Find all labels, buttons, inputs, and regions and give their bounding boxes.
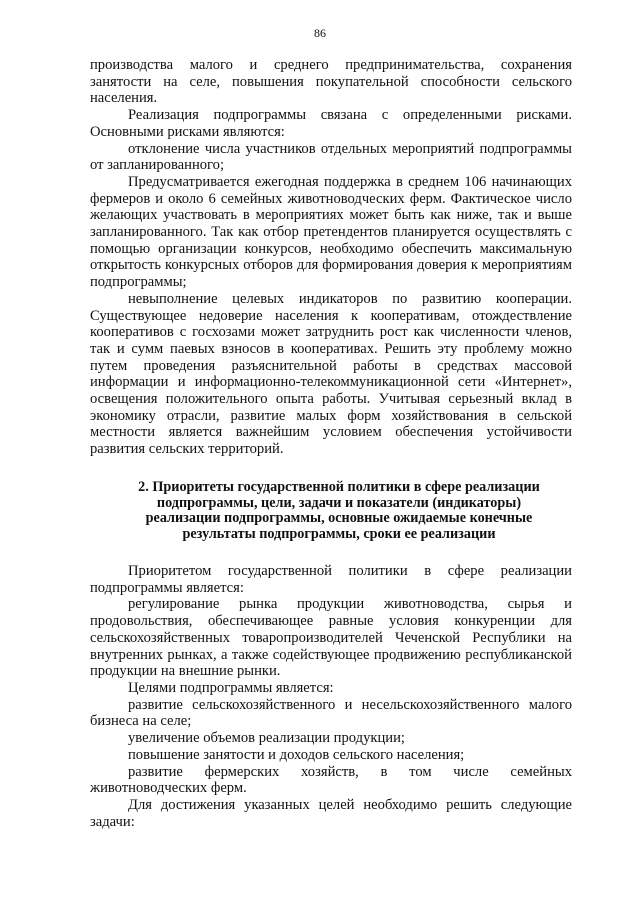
paragraph: Реализация подпрограммы связана с определенными рисками. Основными рисками являются:	[90, 107, 572, 140]
paragraph: развитие фермерских хозяйств, в том числе семейных животноводческих ферм.	[90, 763, 572, 797]
paragraph: невыполнение целевых индикаторов по развитию кооперации. Существующее недоверие населения к кооперативам, отождествление кооперативов с госхозами может затруднить рост как численности членов, так и сумм паевых взносов в кооперативах. Решить эту проблему можно путем проведения разъяснительной работы в средствах массовой информации и информационно-телекоммуникационной сети «Интернет», освещения положительного опыта работы. Учитывая серьезный вклад в экономику отрасли, развитие малых форм хозяйствования в сельской местности является важнейшим условием обеспечения устойчивости развития сельских территорий.	[90, 290, 572, 458]
paragraph: повышение занятости и доходов сельского населения;	[128, 746, 465, 763]
paragraph: регулирование рынка продукции животноводства, сырья и продовольствия, обеспечивающее равные условия конкуренции для сельскохозяйственных товаропроизводителей Чеченской Республики на внутренних рынках, а также содействующее продвижению республиканской продукции на внешние рынки.	[90, 596, 572, 680]
section-heading: 2. Приоритеты государственной политики в сфере реализации подпрограммы, цели, задачи и показатели (индикаторы) реализации подпрограммы, основные ожидаемые конечные результаты подпрограммы, сроки ее реализации	[138, 478, 540, 543]
paragraph: увеличение объемов реализации продукции;	[128, 730, 405, 747]
paragraph: Предусматривается ежегодная поддержка в среднем 106 начинающих фермеров и около 6 семейных животноводческих ферм. Фактическое число желающих участвовать в мероприятиях может быть как ниже, так и выше запланированного. Так как отбор претендентов планируется осуществлять с помощью организации конкурсов, необходимо обеспечить максимальную открытость конкурсных отборов для формирования доверия к мероприятиям подпрограммы;	[90, 173, 572, 291]
document-body	[90, 57, 572, 830]
paragraph: Приоритетом государственной политики в сфере реализации подпрограммы является:	[90, 563, 572, 596]
paragraph: развитие сельскохозяйственного и несельскохозяйственного малого бизнеса на селе;	[90, 696, 572, 730]
paragraph: Для достижения указанных целей необходимо решить следующие задачи:	[90, 796, 572, 830]
page-number: 86	[314, 26, 326, 40]
paragraph: производства малого и среднего предпринимательства, сохранения занятости на селе, повышения покупательной способности сельского населения.	[90, 57, 572, 107]
paragraph: отклонение числа участников отдельных мероприятий подпрограммы от запланированного;	[90, 140, 572, 174]
paragraph: Целями подпрограммы является:	[128, 679, 334, 696]
